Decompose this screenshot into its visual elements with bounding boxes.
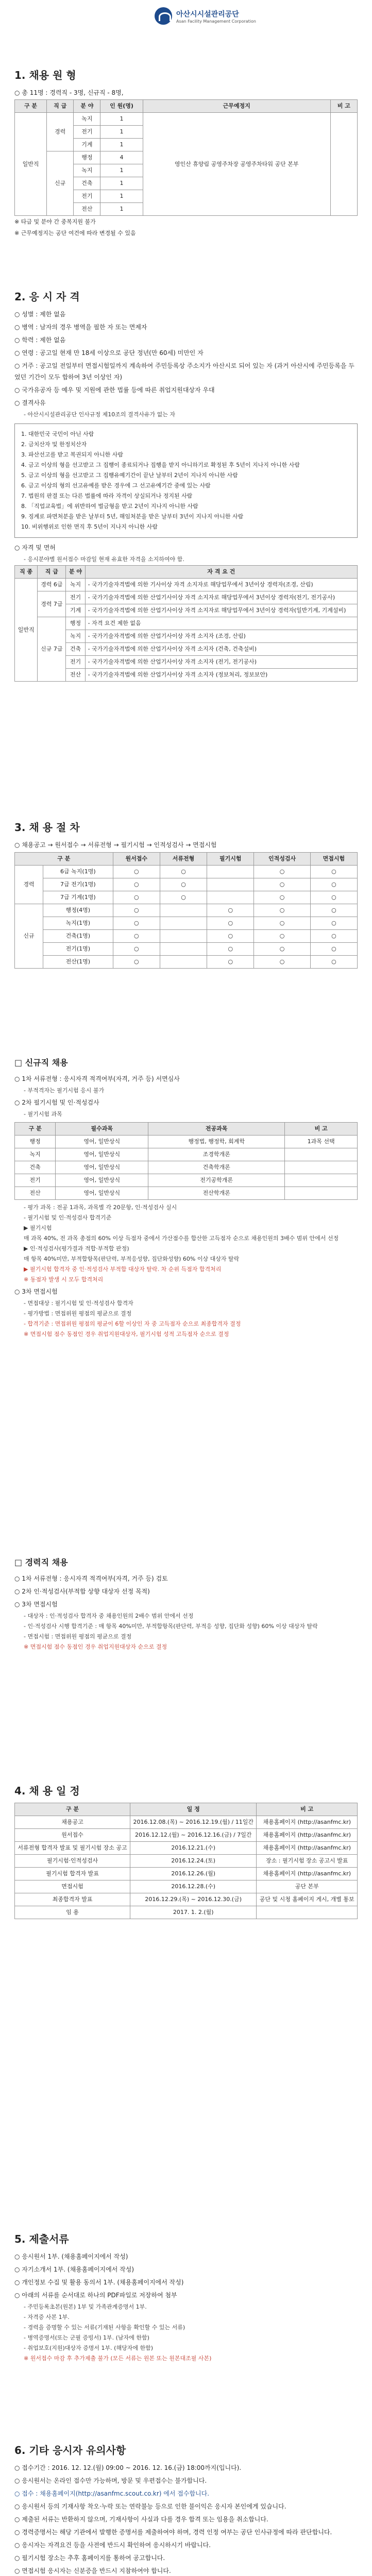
table-cell: ○	[254, 943, 310, 956]
text-line: - 평가 과목 : 전공 1과목, 과목별 각 20문항, 인·적성검사 실시	[24, 1204, 177, 1211]
table-cell: 채용홈페이지 (http://asanfmc.kr)	[257, 1842, 358, 1855]
section-documents	[14, 2231, 358, 2364]
text-line: ○ 1차 서류전형 : 응시자격 적격여부(자격, 거주 등) 검토	[14, 1575, 168, 1582]
text-line: - 병역증명서(또는 군필 증빙서) 1부. (남자에 한함)	[24, 2334, 149, 2341]
table-cell: 영어, 일반상식	[56, 1136, 148, 1148]
text-line: ○ 채용공고 → 원서접수 → 서류전형 → 필기시험 → 인적성검사 → 면접시험	[14, 841, 217, 849]
text-line: ○ 자기소개서 1부. (채용홈페이지에서 작성)	[14, 2266, 134, 2273]
text-line: ○ 3차 면접시험	[14, 1288, 58, 1295]
table-cell: 전기	[66, 656, 85, 669]
table-cell: 영어, 일반상식	[56, 1161, 148, 1174]
table-cell: 장소 : 필기시험 장소 공고시 발표	[257, 1855, 358, 1868]
text-line: - 면접시험 : 면접위원 평점의 평균으로 결정	[24, 1633, 132, 1640]
table-cell: - 자격 요건 제한 없음	[85, 617, 357, 630]
table-cell: ○	[254, 956, 310, 969]
text-line: 2. 금치산자 및 한정치산자	[21, 441, 87, 448]
table-cell: ○	[113, 891, 160, 904]
table-cell: 일반직	[15, 579, 38, 682]
text-line: - 부적격자는 필기시험 응시 불가	[24, 1087, 105, 1094]
table-cell: 일반직	[15, 113, 47, 216]
table-cell: 행정	[15, 1136, 56, 1148]
table-cell: ○	[113, 930, 160, 943]
section-title: 6. 기타 응시자 유의사항	[14, 2444, 126, 2456]
table-cell: 채용홈페이지 (http://asanfmc.kr)	[257, 1816, 358, 1829]
table-cell: 채용홈페이지 (http://asanfmc.kr)	[257, 1829, 358, 1842]
table-cell: 2016.12.24.(토)	[130, 1855, 257, 1868]
table-cell: 영어, 일반상식	[56, 1187, 148, 1200]
table-cell: 기계	[66, 604, 85, 617]
summary-line: ○ 총 11명 : 경력직 - 3명, 신규직 - 8명,	[14, 89, 124, 96]
text-line: 1. 대한민국 국민이 아닌 사람	[21, 431, 94, 437]
table-cell: 녹지	[74, 164, 100, 177]
table-cell	[285, 1174, 358, 1187]
text-line: - 취업보호(지원)대상자 증명서 1부. (해당자에 한함)	[24, 2345, 154, 2351]
table-header-cell: 면접시험	[310, 853, 357, 866]
text-line: ○ 2차 필기시험 및 인·적성검사	[14, 1099, 99, 1106]
text-line: ○ 학력 : 제한 없음	[14, 336, 66, 344]
text-line: ※ 면접시험 점수 동점인 경우 취업지원대상자, 필기시험 성적 고득점자 순으로 결정	[24, 1331, 229, 1337]
text-line: ○ 병역 : 남자의 경우 병역을 필한 자 또는 면제자	[14, 324, 147, 331]
table-cell: ○	[207, 956, 254, 969]
logo-icon	[155, 7, 172, 25]
table-cell: 2016.12.21.(수)	[130, 1842, 257, 1855]
table-cell: ○	[113, 956, 160, 969]
table-header-cell: 인 원(명)	[100, 100, 143, 113]
table-header-cell: 구 분	[15, 1803, 130, 1816]
table-cell: 전기(1명)	[43, 943, 113, 956]
table-cell: 2016.12.12.(월) ~ 2016.12.16.(금) / 7일간	[130, 1829, 257, 1842]
text-line: ○ 결격사유	[14, 399, 46, 406]
text-line: 9. 징계로 파면처분을 받은 날부터 5년, 해임처분을 받은 날부터 3년이 지나지 아니한 사람	[21, 513, 244, 520]
table-cell: ○	[254, 878, 310, 891]
text-line: 6. 금고 이상의 형의 선고유예를 받은 경우에 그 선고유예기간 중에 있는 사람	[21, 482, 211, 489]
text-line: □ 경력직 채용	[14, 1557, 68, 1567]
text-line: ○ 응시원서는 온라인 접수만 가능하며, 방문 및 우편접수는 불가합니다.	[14, 2477, 207, 2484]
table-cell: 채용공고	[15, 1816, 130, 1829]
table-cell: ○	[113, 917, 160, 930]
text-line: - 응시분야별 원서접수 마감일 현재 유효한 자격을 소지하여야 함.	[24, 556, 184, 563]
text-line: 매 과목 40%, 전 과목 총점의 60% 이상 득점자 중에서 가산점수를 합산한 고득점자 순으로 채용인원의 3배수 범위 안에서 선정	[24, 1235, 339, 1242]
table-cell: ○	[310, 930, 357, 943]
table-cell	[160, 917, 207, 930]
table-header-cell: 구 분	[15, 1123, 56, 1136]
section-notice	[14, 2442, 358, 2576]
text-line: 3. 파산선고를 받고 복권되지 아니한 사람	[21, 451, 123, 458]
table-cell: 녹지	[15, 1148, 56, 1161]
text-line: 매 항목 40%미만, 부적합항목(판단력, 부적응성향, 집단화성향) 60% 이상 대상자 탈락	[24, 1256, 240, 1262]
table-cell: 전산	[74, 203, 100, 216]
table-cell: 행정(4명)	[43, 904, 113, 917]
text-line: ○ 연령 : 공고일 현재 만 18세 이상으로 공단 정년(만 60세) 미만인 자	[14, 349, 204, 357]
table-cell: 행정	[74, 151, 100, 164]
table-cell: 경력	[15, 866, 43, 904]
table-cell: 2017. 1. 2.(월)	[130, 1906, 257, 1919]
table-cell: ○	[310, 891, 357, 904]
table-cell: 1	[100, 203, 143, 216]
text-line: ○ 필기시험 장소는 추후 홈페이지를 통하여 공고합니다.	[14, 2554, 165, 2562]
table-cell: - 국가기술자격법에 의한 산업기사이상 자격 소지자로 해당업무에서 3년이상 경력자(전기, 전기공사)	[85, 591, 357, 604]
table-cell: 1	[100, 126, 143, 139]
text-line: - 평가방법 : 면접위원 평점의 평균으로 결정	[24, 1310, 132, 1317]
table-cell: 채용홈페이지 (http://asanfmc.kr)	[257, 1868, 358, 1880]
text-line: ※ 면접시험 점수 동점인 경우 취업지원대상자 순으로 결정	[24, 1643, 167, 1650]
text-line: ○ 자격 및 면허	[14, 544, 56, 551]
table-header-cell: 구 분	[15, 100, 47, 113]
table-header-cell: 비 고	[257, 1803, 358, 1816]
table-header-cell: 필기시험	[207, 853, 254, 866]
table-cell: 전산	[66, 669, 85, 682]
table-header-cell: 자 격 요 건	[85, 566, 357, 579]
table-cell: ○	[310, 917, 357, 930]
section-title: 2. 응 시 자 격	[14, 291, 80, 303]
table-cell: 1	[100, 177, 143, 190]
recruitment-table	[14, 99, 358, 216]
table-cell: ○	[207, 904, 254, 917]
text-line: ○ 3차 면접시험	[14, 1601, 58, 1608]
table-cell: 영어, 일반상식	[56, 1174, 148, 1187]
table-cell: 경력 6급	[38, 579, 66, 591]
text-line: ○ 면접시험 응시자는 신분증을 반드시 지참하여야 합니다.	[14, 2567, 171, 2574]
table-cell	[285, 1148, 358, 1161]
table-cell: - 국가기술자격법에 의한 산업기사이상 자격 소지자 (정보처리, 정보보안)	[85, 669, 357, 682]
table-cell	[285, 1187, 358, 1200]
table-cell: 1	[100, 139, 143, 151]
table-cell: 신규	[47, 151, 74, 216]
section-career-hire	[14, 1556, 358, 1653]
text-line: 5. 금고 이상의 형을 선고받고 그 집행유예기간이 끝난 날부터 2년이 지나지 아니한 사람	[21, 472, 238, 479]
table-cell: 기계	[74, 139, 100, 151]
table-header-cell: 인적성검사	[254, 853, 310, 866]
table-cell: - 국가기술자격법에 의한 산업기사이상 자격 소지자 (건축, 건축설비)	[85, 643, 357, 656]
text-line: ○ 제출된 서류는 반환하지 않으며, 기재사항이 사실과 다를 경우 합격 또는 임용을 취소합니다.	[14, 2516, 268, 2523]
table-cell: 7급 기계(1명)	[43, 891, 113, 904]
table-cell: ○	[113, 878, 160, 891]
section-title: 5. 제출서류	[14, 2233, 69, 2245]
table-cell	[207, 891, 254, 904]
table-cell: 전기	[74, 126, 100, 139]
table-cell	[257, 1906, 358, 1919]
section-title: 3. 채 용 절 차	[14, 821, 80, 834]
text-line: ○ 경력증명서는 해당 기관에서 발행한 증명서를 제출하여야 하며, 경력 인정 여부는 공단 인사규정에 따라 판단합니다.	[14, 2529, 332, 2536]
table-cell: 최종합격자 발표	[15, 1893, 130, 1906]
table-cell: 전기	[15, 1174, 56, 1187]
text-line: - 아산시시설관리공단 인사규정 제10조의 결격사유가 없는 자	[24, 411, 175, 418]
table-cell	[207, 878, 254, 891]
text-line: ○ 국가유공자 등 예우 및 지원에 관한 법률 등에 따른 취업지원대상자 우대	[14, 386, 215, 394]
table-cell: ○	[113, 943, 160, 956]
table-header-cell: 서류전형	[160, 853, 207, 866]
table-cell: 건축	[15, 1161, 56, 1174]
table-cell: ○	[310, 956, 357, 969]
table-header-cell: 필수과목	[56, 1123, 148, 1136]
disqualification-box	[14, 423, 358, 538]
table-cell: 행정	[66, 617, 85, 630]
table-cell: 2016.12.26.(월)	[130, 1868, 257, 1880]
table-cell: 행정법, 행정학, 회계학	[148, 1136, 285, 1148]
table-cell	[160, 904, 207, 917]
table-cell: 1	[100, 190, 143, 203]
table-header-cell: 일 정	[130, 1803, 257, 1816]
table-cell: 경력 7급	[38, 591, 66, 617]
table-cell: ○	[113, 866, 160, 878]
table-cell: 전산(1명)	[43, 956, 113, 969]
table-header-cell: 직 급	[47, 100, 74, 113]
table-cell: ○	[310, 904, 357, 917]
table-header-cell: 구 분	[15, 853, 113, 866]
text-line: - 합격기준 : 면접위원 평점의 평균이 6할 이상인 자 중 고득점자 순으로 최종합격자 결정	[24, 1320, 241, 1327]
table-header-cell: 비 고	[330, 100, 357, 113]
table-cell: - 국가기술자격법에 의한 기사이상 자격 소지자로 해당업무에서 3년이상 경력자(조경, 산림)	[85, 579, 357, 591]
text-line: ○ 접수기간 : 2016. 12. 12.(월) 09:00 ~ 2016. 12. 16.(금) 18:00까지(입니다).	[14, 2464, 242, 2471]
text-line: ○ 응시자는 자격요건 등을 사전에 반드시 확인하여 응시하시기 바랍니다.	[14, 2541, 211, 2549]
org-name-en: Asan Facility Management Corporation	[176, 19, 256, 24]
table-cell: 전기	[74, 190, 100, 203]
table-cell: 원서접수	[15, 1829, 130, 1842]
table-cell: 필기시험·인적성검사	[15, 1855, 130, 1868]
section-title: 1. 채용 원 형	[14, 69, 76, 81]
table-cell: 경력	[47, 113, 74, 151]
table-header-cell: 근무예정지	[143, 100, 330, 113]
table-cell: ○	[160, 891, 207, 904]
table-cell: 녹지(1명)	[43, 917, 113, 930]
table-cell: ○	[207, 930, 254, 943]
table-cell: 신규 7급	[38, 617, 66, 682]
table-cell: 서류전형 합격자 발표 및 필기시험 장소 공고	[15, 1842, 130, 1855]
table-cell	[160, 930, 207, 943]
table-cell: 7급 전기(1명)	[43, 878, 113, 891]
text-line: - 경력을 증명할 수 있는 서류(기재된 사항을 확인할 수 있는 서류)	[24, 2324, 185, 2331]
table-cell: ○	[207, 943, 254, 956]
table-header-cell: 직 급	[38, 566, 66, 579]
table-cell: 전산	[15, 1187, 56, 1200]
table-cell: 신규	[15, 904, 43, 969]
text-line: ○ 성별 : 제한 없음	[14, 311, 66, 318]
table-cell: ○	[310, 866, 357, 878]
table-cell: 건축	[74, 177, 100, 190]
table-cell	[285, 1161, 358, 1174]
org-name: 아산시시설관리공단	[176, 10, 239, 19]
text-line: - 인·적성검사 시행 합격기준 : 매 항목 40%미만, 부적합항목(판단력, 부적응 성향, 집단화 성향) 60% 이상 대상자 탈락	[24, 1623, 318, 1630]
table-cell: 1과목 선택	[285, 1136, 358, 1148]
subject-table	[14, 1122, 358, 1200]
table-cell: 전기	[66, 591, 85, 604]
table-cell: 녹지	[66, 579, 85, 591]
apply-link[interactable]: ○ 접수 : 채용홈페이지(http://asanfmc.scout.co.kr) 에서 접수합니다.	[14, 2490, 210, 2497]
table-cell: ○	[160, 866, 207, 878]
table-cell: ○	[254, 891, 310, 904]
table-cell: ○	[254, 930, 310, 943]
text-line: - 면접대상 : 필기시험 및 인·적성검사 합격자	[24, 1300, 133, 1307]
table-cell: 녹지	[66, 630, 85, 643]
table-cell: - 국가기술자격법에 의한 산업기사이상 자격 소지자로 해당업무에서 3년이상 경력자(일반기계, 기계설비)	[85, 604, 357, 617]
section-qualification	[14, 289, 358, 682]
table-header-cell: 비 고	[285, 1123, 358, 1136]
table-header-cell: 원서접수	[113, 853, 160, 866]
table-cell: ○	[113, 904, 160, 917]
table-cell: 전기공학개론	[148, 1174, 285, 1187]
text-line: - 대상자 : 인·적성검사 합격자 중 채용인원의 2배수 범위 안에서 선정	[24, 1613, 194, 1619]
table-cell: ○	[310, 943, 357, 956]
table-cell: 4	[100, 151, 143, 164]
text-line: ○ 2차 인·적성검사(부적합 상향 대상자 선정 목적)	[14, 1588, 150, 1595]
table-cell: - 국가기술자격법에 의한 산업기사이상 자격 소지자 (조경, 산림)	[85, 630, 357, 643]
table-cell: ○	[160, 878, 207, 891]
table-cell: 건축(1명)	[43, 930, 113, 943]
section-process	[14, 819, 358, 969]
text-line: ○ 1차 서류전형 : 응시자격 적격여부(자격, 거주 등) 서면심사	[14, 1075, 180, 1082]
table-cell	[207, 866, 254, 878]
table-cell: 공단 본부	[257, 1880, 358, 1893]
license-table	[14, 565, 358, 682]
text-line: 8. 「직업교육법」에 위반하여 벌금형을 받고 2년이 지나지 아니한 사람	[21, 503, 198, 510]
table-cell	[330, 113, 357, 216]
text-line: ▶ 필기시험 합격자 중 인·적성검사 부적합 대상자 탈락. 차 순위 득점자 합격처리	[24, 1266, 222, 1273]
table-header-cell: 직 종	[15, 566, 38, 579]
text-line: 7. 법원의 판결 또는 다른 법률에 따라 자격이 상실되거나 정지된 사람	[21, 493, 193, 499]
table-cell: 영어, 일반상식	[56, 1148, 148, 1161]
note: ※ 근무예정지는 공단 여건에 따라 변경될 수 있음	[14, 230, 136, 236]
table-header-cell: 분 야	[66, 566, 85, 579]
text-line: □ 신규직 채용	[14, 1058, 68, 1067]
table-cell	[160, 943, 207, 956]
section-recruitment	[14, 67, 358, 240]
section-new-hire	[14, 1056, 358, 1340]
text-line: ○ 거주 : 공고일 전일부터 면접시험일까지 계속하여 주민등록상 주소지가 아산시로 되어 있는 자 (과거 아산시에 주민등록을 두었던 기간이 모두 합하여 3년 이상인 자)	[14, 362, 354, 381]
table-cell: 필기시험 합격자 발표	[15, 1868, 130, 1880]
text-line: ○ 응시원서 등의 기재사항 착오·누락 또는 연락불능 등으로 인한 불이익은 응시자 본인에게 있습니다.	[14, 2503, 286, 2510]
text-line: ※ 동점자 발생 시 모두 합격처리	[24, 1276, 104, 1283]
table-cell: ○	[207, 917, 254, 930]
text-line: ▶ 인·적성검사(평가결과 적합·부적합 판정)	[24, 1245, 129, 1252]
table-cell: 6급 녹지(1명)	[43, 866, 113, 878]
table-cell: 공단 및 시청 홈페이지 게시, 개별 통보	[257, 1893, 358, 1906]
table-cell	[160, 956, 207, 969]
section-schedule	[14, 1783, 358, 1919]
text-line: - 자격증 사본 1부.	[24, 2314, 70, 2320]
text-line: - 주민등록초본(원본) 1부 및 가족관계증명서 1부.	[24, 2303, 147, 2310]
text-line: - 필기시험 과목	[24, 1111, 62, 1117]
text-line: ○ 개인정보 수집 및 활용 동의서 1부. (채용홈페이지에서 작성)	[14, 2279, 184, 2286]
table-cell: ○	[254, 904, 310, 917]
org-logo	[155, 7, 256, 25]
text-line: - 필기시험 및 인·적성검사 합격기준	[24, 1214, 112, 1221]
table-cell: 면접시험	[15, 1880, 130, 1893]
table-cell: 건축	[66, 643, 85, 656]
text-line: ○ 아래의 서류를 순서대로 하나의 PDF파일로 저장하여 첨부	[14, 2292, 177, 2299]
table-cell: - 국가기술자격법에 의한 산업기사이상 자격 소지자 (전기, 전기공사)	[85, 656, 357, 669]
table-cell: 2016.12.29.(목) ~ 2016.12.30.(금)	[130, 1893, 257, 1906]
table-cell: ○	[310, 878, 357, 891]
table-cell: 조경학개론	[148, 1148, 285, 1161]
text-line: 10. 비위행위로 인한 면직 후 5년이 지나지 아니한 사람	[21, 523, 158, 530]
table-cell: 전산학개론	[148, 1187, 285, 1200]
text-line: ※ 원서접수 마감 후 추가제출 불가 (모든 서류는 원본 또는 원본대조필 사본)	[24, 2355, 212, 2362]
table-cell: ○	[254, 866, 310, 878]
table-cell: 영인산 휴양림 공영주차장 공영주차타워 공단 본부	[143, 113, 330, 216]
table-cell: 1	[100, 113, 143, 126]
table-cell: ○	[254, 917, 310, 930]
table-cell: 2016.12.08.(목) ~ 2016.12.19.(월) / 11일간	[130, 1816, 257, 1829]
header	[0, 0, 372, 57]
text-line: 4. 금고 이상의 형을 선고받고 그 집행이 종료되거나 집행을 받지 아니하기로 확정된 후 5년이 지나지 아니한 사람	[21, 462, 300, 468]
table-cell: 건축학개론	[148, 1161, 285, 1174]
table-header-cell: 분 야	[74, 100, 100, 113]
table-cell: 1	[100, 164, 143, 177]
table-cell: 임 용	[15, 1906, 130, 1919]
table-cell: 녹지	[74, 113, 100, 126]
table-cell: 2016.12.28.(수)	[130, 1880, 257, 1893]
text-line: ▶ 필기시험	[24, 1225, 52, 1231]
text-line: ○ 응시원서 1부. (채용홈페이지에서 작성)	[14, 2253, 128, 2260]
table-header-cell: 전공과목	[148, 1123, 285, 1136]
section-title: 4. 채 용 일 정	[14, 1785, 80, 1797]
process-table	[14, 852, 358, 969]
note: ※ 타급 및 분야 간 중복지원 불가	[14, 218, 96, 225]
schedule-table	[14, 1803, 358, 1919]
